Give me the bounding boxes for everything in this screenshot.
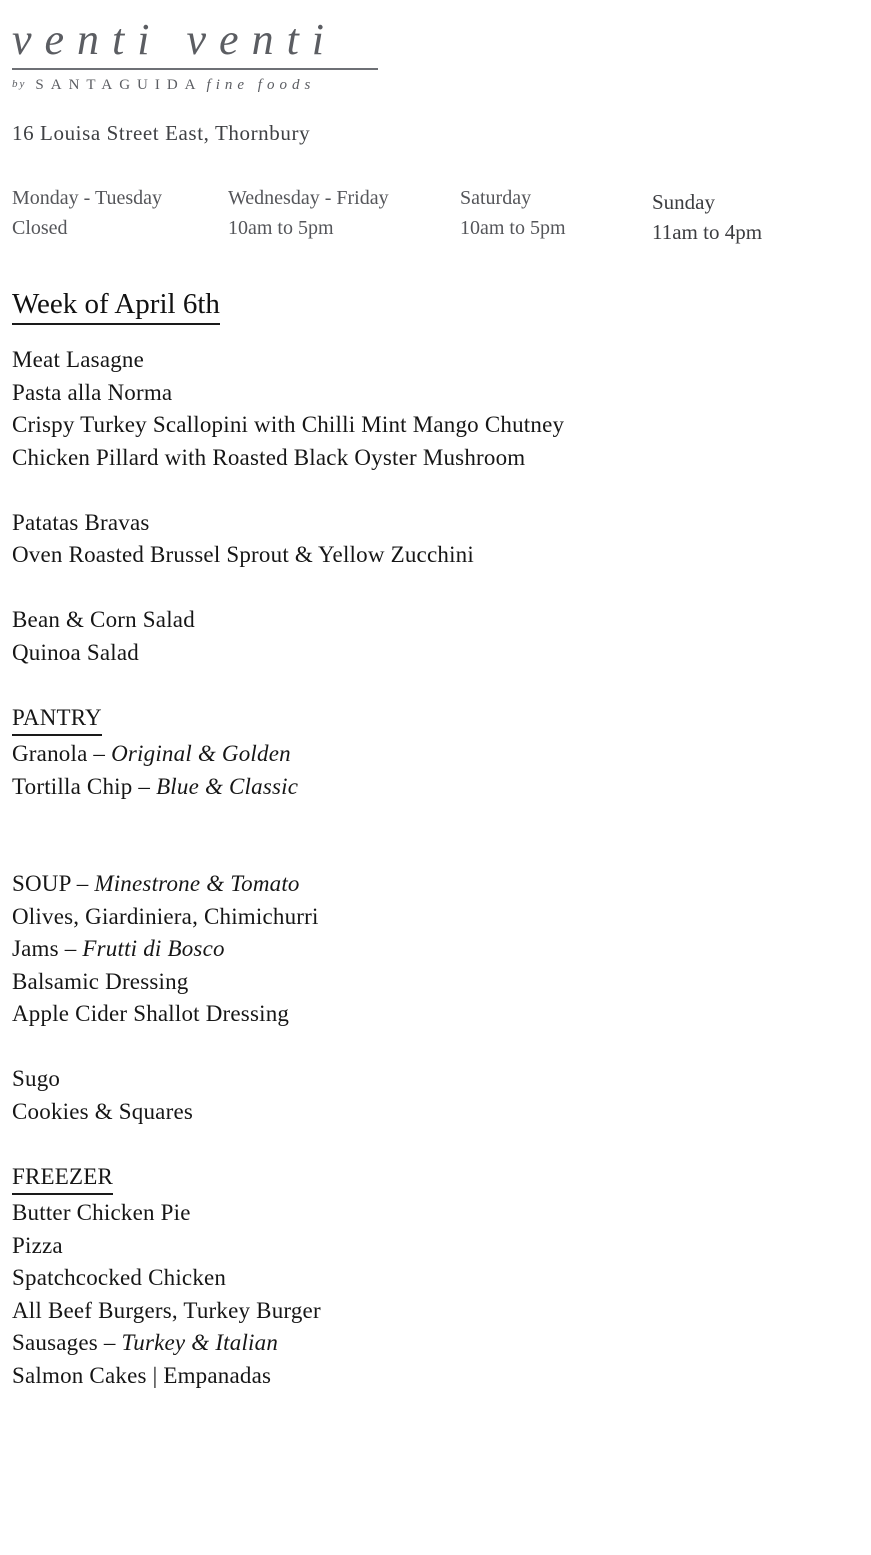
hours-days: Monday - Tuesday <box>12 187 163 209</box>
hours-saturday <box>460 183 652 243</box>
week-heading: Week of April 6th <box>12 287 220 325</box>
logo-byline-by: by <box>12 78 27 90</box>
menu-item: Meat Lasagne <box>12 347 145 372</box>
menu-section <box>12 702 871 804</box>
hours-days: Sunday <box>652 190 715 214</box>
menu-item: Crispy Turkey Scallopini with Chilli Mint Mango Chutney <box>12 412 565 437</box>
hours-time: 11am to 4pm <box>652 220 763 244</box>
hours-sunday <box>652 187 871 247</box>
menu-section <box>12 604 871 669</box>
menu-item: Patatas Bravas <box>12 509 150 535</box>
hours-days: Saturday <box>460 187 532 209</box>
hours-days: Wednesday - Friday <box>228 187 389 209</box>
menu-item: Pasta alla Norma <box>12 379 173 405</box>
menu-item: Spatchcocked Chicken <box>12 1265 227 1290</box>
hours-time: 10am to 5pm <box>460 217 566 239</box>
menu-item: Jams – Frutti di Bosco <box>12 936 225 961</box>
logo-divider <box>12 68 378 70</box>
menu-item: All Beef Burgers, Turkey Burger <box>12 1297 321 1323</box>
logo-title: venti venti <box>12 15 338 64</box>
menu-section <box>12 507 871 572</box>
menu-item: Salmon Cakes | Empanadas <box>12 1362 272 1388</box>
menu-item: Chicken Pillard with Roasted Black Oyster Mushroom <box>12 444 526 470</box>
menu-item: Sausages – Turkey & Italian <box>12 1330 279 1355</box>
menu-item: Granola – Original & Golden <box>12 741 291 766</box>
hours-time: Closed <box>12 217 68 239</box>
menu-item: Apple Cider Shallot Dressing <box>12 1001 290 1026</box>
menu-item: Butter Chicken Pie <box>12 1200 191 1225</box>
menu-item: Bean & Corn Salad <box>12 607 195 632</box>
menu-item: Tortilla Chip – Blue & Classic <box>12 773 299 799</box>
menu-section <box>12 1063 871 1128</box>
store-hours <box>12 183 871 243</box>
menu-item: Sugo <box>12 1066 61 1091</box>
menu-item: Quinoa Salad <box>12 639 139 665</box>
hours-time: 10am to 5pm <box>228 217 334 239</box>
logo <box>12 14 378 94</box>
menu-sections <box>12 344 871 1392</box>
hours-monday-tuesday <box>12 183 228 243</box>
menu-item: Balsamic Dressing <box>12 968 189 994</box>
hours-wednesday-friday <box>228 183 460 243</box>
logo-byline-suffix: fine foods <box>206 77 316 93</box>
menu-item: Pizza <box>12 1232 63 1258</box>
logo-byline-name: SANTAGUIDA <box>35 77 203 93</box>
section-heading: FREEZER <box>12 1161 113 1196</box>
logo-byline <box>12 77 378 94</box>
menu-item: SOUP – Minestrone & Tomato <box>12 871 300 896</box>
menu-item: Cookies & Squares <box>12 1098 193 1124</box>
menu-item: Olives, Giardiniera, Chimichurri <box>12 903 319 929</box>
store-address: 16 Louisa Street East, Thornbury <box>12 121 311 145</box>
menu-section <box>12 868 871 1031</box>
menu-section <box>12 344 871 474</box>
menu-item: Oven Roasted Brussel Sprout & Yellow Zucchini <box>12 542 474 567</box>
menu-section <box>12 1161 871 1393</box>
section-heading: PANTRY <box>12 702 102 737</box>
